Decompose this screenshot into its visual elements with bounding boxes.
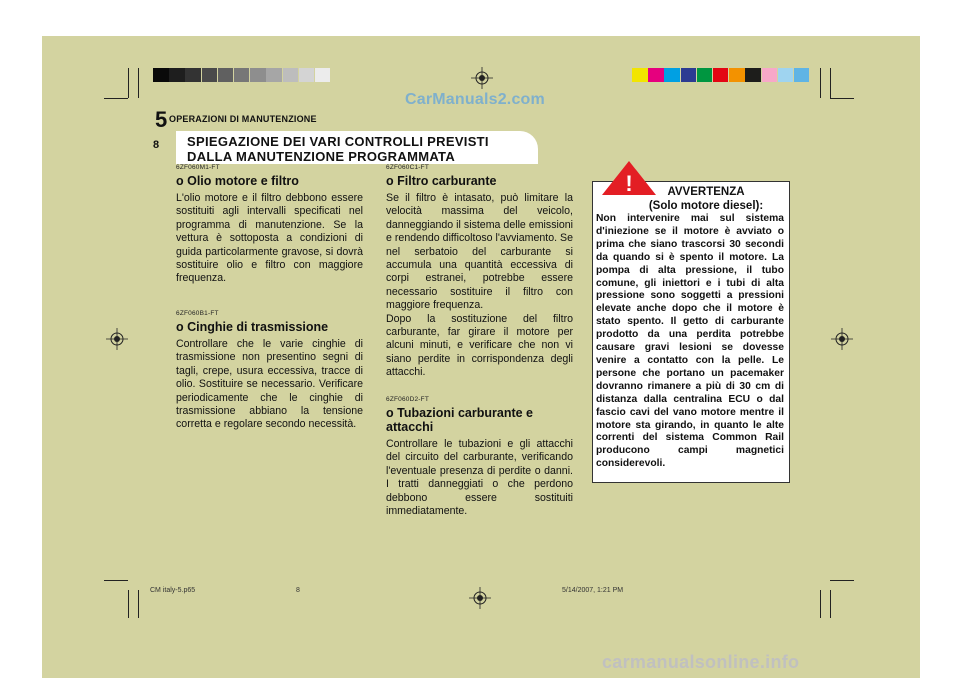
footer-page: 8 <box>296 587 300 594</box>
color-swatch <box>745 68 761 82</box>
section-fuel-lines <box>386 396 573 518</box>
color-swatch <box>664 68 680 82</box>
warning-text: Non intervenire mai sul sistema d'iniezione se il motore è avviato o prima che siano trascorsi 30 secondi da quando si è spento il motore. La pompa di alta pressione, il tubo comune, gli iniettori e i tubi di alta pressione sono soggetti a pressioni elevate anche dopo che il motore è stato spento. Il getto di carburante prodotto da una perdita potrebbe causare gravi lesioni se dovesse venire a contatto con la pelle. Le persone che portano un pacemaker dovranno rimanere a più di 30 cm di distanza dalla centralina ECU o dal fascio cavi del vano motore mentre il motore sta girando, in quanto le alte correnti del sistema Common Rail producono campi magnetici considerevoli. <box>596 213 784 470</box>
section-code: 6ZF060C1-FT <box>386 164 430 171</box>
color-swatch <box>697 68 713 82</box>
crop-mark <box>104 98 128 99</box>
section-text: L'olio motore e il filtro debbono essere sostituiti agli intervalli specificati nel programma di manutenzione. Se la vettura è sottoposta a condizioni di guida particolarmente gravose, si dovrà sostituire olio e filtro con maggiore frequenza. <box>176 192 363 285</box>
color-swatch <box>202 68 218 82</box>
crop-mark <box>104 580 128 581</box>
color-swatch <box>632 68 648 82</box>
section-text-continued: Dopo la sostituzione del filtro carburante, far girare il motore per alcuni minuti, e verificare che non vi siano perdite in corrispondenza degli attacchi. <box>386 312 573 379</box>
color-swatch <box>794 68 810 82</box>
color-swatch <box>218 68 234 82</box>
registration-mark-icon <box>106 328 128 350</box>
warning-title-line2: (Solo motore diesel): <box>648 200 764 212</box>
warning-title <box>596 185 786 213</box>
color-swatch <box>315 68 331 82</box>
section-number: 5 <box>155 107 168 132</box>
page-number: 8 <box>153 139 160 151</box>
crop-mark <box>820 68 821 98</box>
color-calibration-bar <box>632 68 810 82</box>
section-text: Se il filtro è intasato, può limitare la velocità massima del veicolo, danneggiando il sistema delle emissioni e rendendo difficoltoso l'avviamento. Se nel serbatoio del carburante si accumula una quantità eccessiva di corpi estranei, potrebbe essere necessario sostituire il filtro con maggiore frequenza. <box>386 192 573 312</box>
registration-mark-icon <box>471 67 493 89</box>
color-swatch <box>778 68 794 82</box>
crop-mark <box>128 68 129 98</box>
section-drive-belts <box>176 310 363 432</box>
footer-file: CM italy-5.p65 <box>150 587 196 594</box>
color-swatch <box>234 68 250 82</box>
section-fuel-filter <box>386 164 573 380</box>
crop-mark <box>820 590 821 618</box>
color-swatch <box>250 68 266 82</box>
crop-mark <box>138 68 139 98</box>
warning-title-line1: AVVERTENZA <box>667 186 745 198</box>
section-engine-oil <box>176 164 363 286</box>
footer-date: 5/14/2007, 1:21 PM <box>562 587 624 594</box>
watermark-bottom[interactable]: carmanualsonline.info <box>602 652 800 672</box>
grayscale-calibration-bar <box>153 68 331 82</box>
color-swatch <box>283 68 299 82</box>
color-swatch <box>762 68 778 82</box>
section-heading: o Tubazioni carburante e attacchi <box>386 406 534 434</box>
color-swatch <box>681 68 697 82</box>
color-swatch <box>169 68 185 82</box>
watermark-top[interactable]: CarManuals2.com <box>405 91 545 108</box>
section-code: 6ZF060M1-FT <box>176 164 220 171</box>
section-title: OPERAZIONI DI MANUTENZIONE <box>169 114 317 124</box>
color-swatch <box>153 68 169 82</box>
color-swatch <box>648 68 664 82</box>
crop-mark <box>830 580 854 581</box>
crop-mark <box>830 590 831 618</box>
section-heading: o Filtro carburante <box>386 174 497 188</box>
warning-symbol: ! <box>625 171 633 196</box>
section-text: Controllare le tubazioni e gli attacchi del circuito del carburante, verificando l'eventuale presenza di perdite o danni. I tratti danneggiati o che perdono debbono essere sostituiti immediatamente. <box>386 438 573 518</box>
section-code: 6ZF060B1-FT <box>176 310 219 317</box>
crop-mark <box>830 98 854 99</box>
section-code: 6ZF060D2-FT <box>386 396 430 403</box>
section-text: Controllare che le varie cinghie di trasmissione non presentino segni di tagli, crepe, usura eccessiva, tracce di olio. Sostituire se necessario. Verificare periodicamente che le cinghie di trasmissione abbiano la tensione corretta e regolare secondo necessità. <box>176 338 363 431</box>
color-swatch <box>299 68 315 82</box>
color-swatch <box>185 68 201 82</box>
color-swatch <box>713 68 729 82</box>
page-title: SPIEGAZIONE DEI VARI CONTROLLI PREVISTI DALLA MANUTENZIONE PROGRAMMATA <box>187 134 489 164</box>
registration-mark-icon <box>831 328 853 350</box>
section-heading: o Olio motore e filtro <box>176 174 299 188</box>
crop-mark <box>128 590 129 618</box>
crop-mark <box>830 68 831 98</box>
color-swatch <box>266 68 282 82</box>
color-swatch <box>729 68 745 82</box>
registration-mark-icon <box>469 587 491 609</box>
crop-mark <box>138 590 139 618</box>
section-heading: o Cinghie di trasmissione <box>176 320 329 334</box>
